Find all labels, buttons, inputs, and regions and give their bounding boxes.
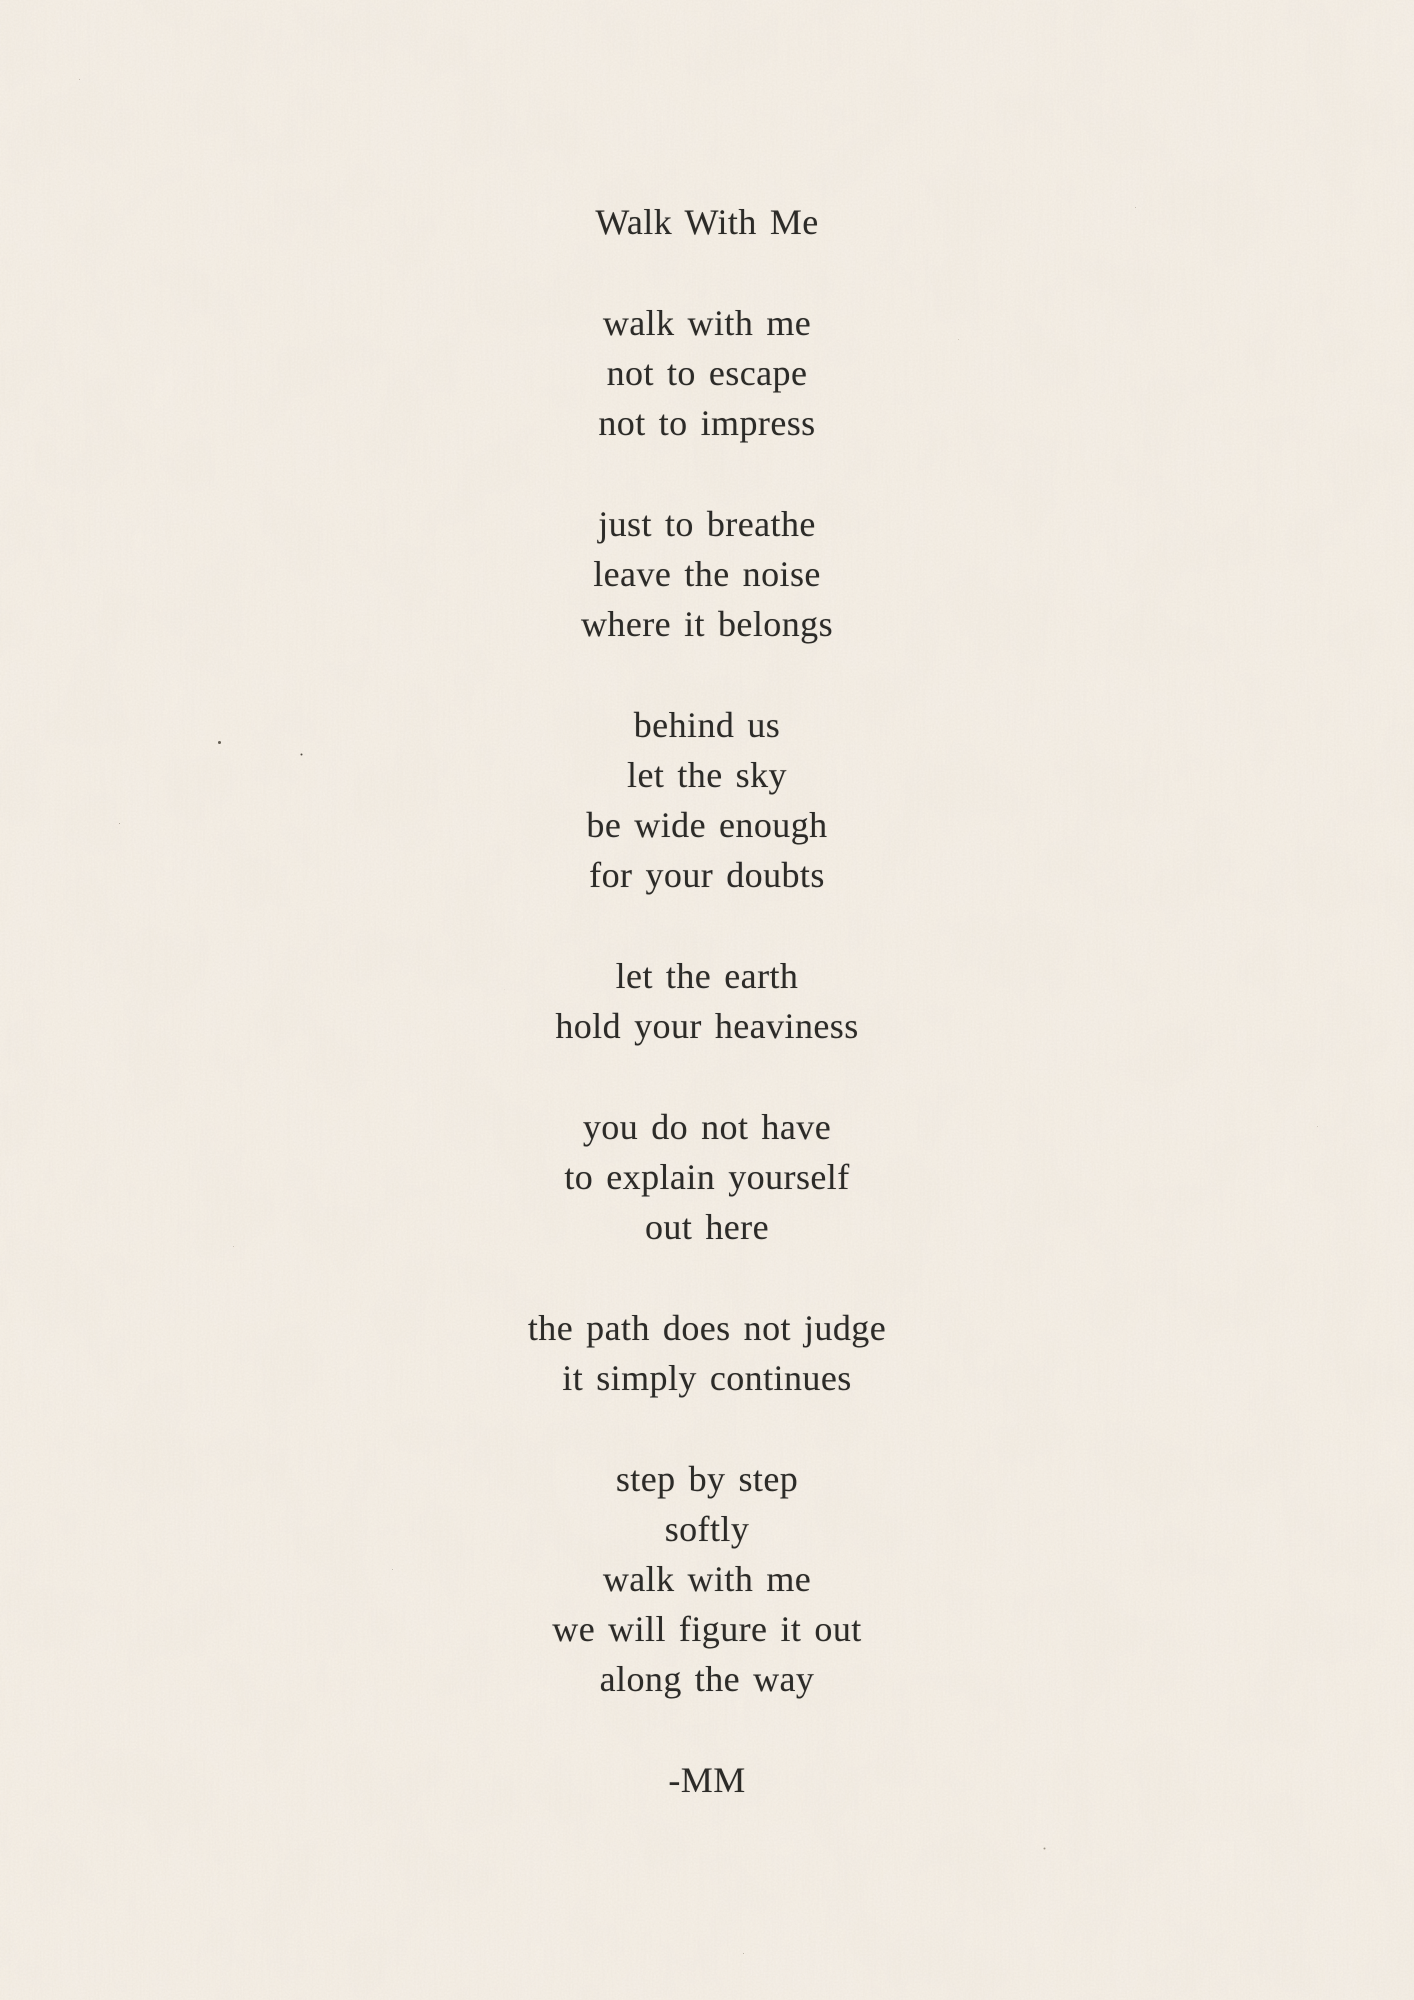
poem-line: softly — [664, 1509, 750, 1549]
poem-signature: -MM — [668, 1760, 746, 1800]
stanza-1 — [0, 298, 1414, 448]
poem-line: behind us — [633, 705, 781, 745]
poem-line: be wide enough — [586, 805, 828, 845]
poem-line: where it belongs — [580, 604, 834, 644]
poem-line: walk with me — [602, 1559, 812, 1599]
poem-line: walk with me — [602, 303, 812, 343]
poem-line: let the earth — [615, 956, 799, 996]
poem-line: for your doubts — [589, 855, 825, 895]
poem-line: hold your heaviness — [555, 1006, 859, 1046]
poem-line: step by step — [615, 1459, 799, 1499]
poem-line: you do not have — [582, 1107, 832, 1147]
stanza-5 — [0, 1102, 1414, 1252]
poem-line: we will figure it out — [552, 1609, 862, 1649]
poem-line: the path does not judge — [527, 1308, 887, 1348]
stanza-7 — [0, 1454, 1414, 1704]
poem-line: not to impress — [598, 403, 816, 443]
stanza-6 — [0, 1303, 1414, 1403]
poem-line: it simply continues — [562, 1358, 852, 1398]
stanza-4 — [0, 951, 1414, 1051]
stanza-2 — [0, 499, 1414, 649]
poem-line: out here — [644, 1207, 769, 1247]
stanza-3 — [0, 700, 1414, 900]
poem-line: not to escape — [606, 353, 808, 393]
poem-line: let the sky — [627, 755, 787, 795]
poem-line: just to breathe — [598, 504, 816, 544]
poem-line: leave the noise — [593, 554, 821, 594]
poem-line: along the way — [599, 1659, 815, 1699]
poem-line: to explain yourself — [564, 1157, 850, 1197]
poem-title: Walk With Me — [595, 202, 819, 242]
